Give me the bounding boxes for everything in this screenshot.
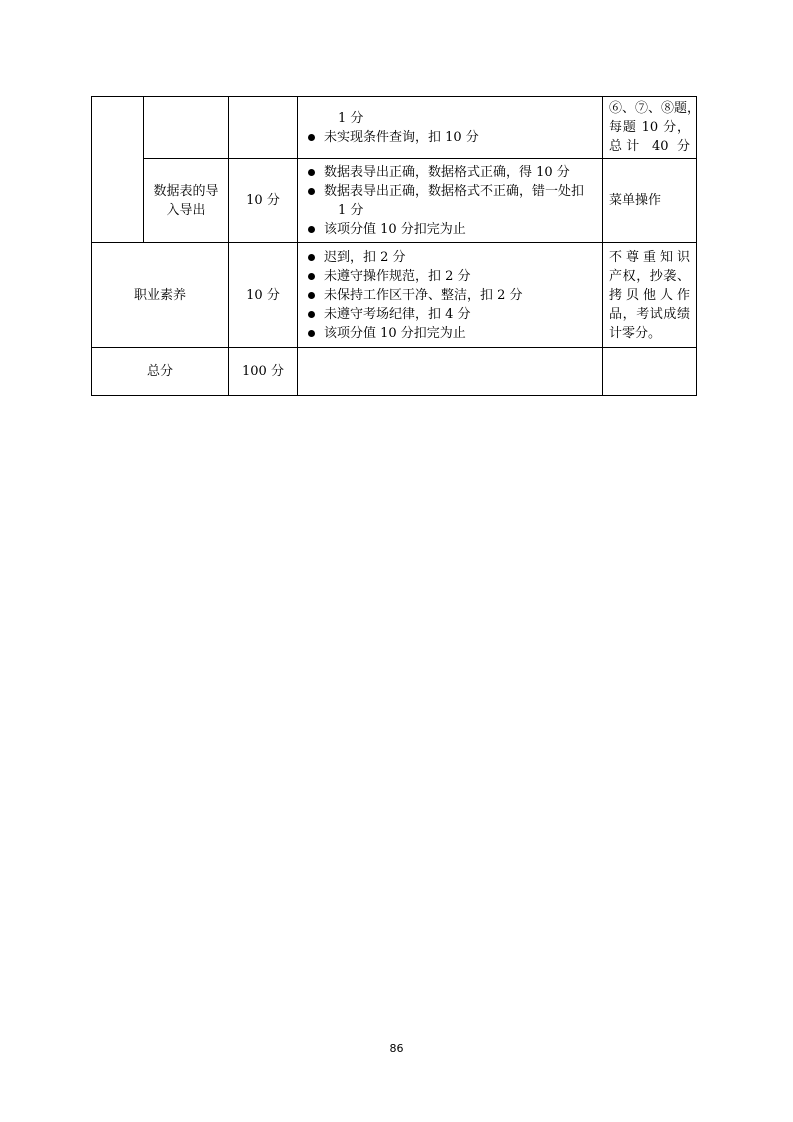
total-label-cell: 总分 [92, 348, 229, 396]
criteria-list [298, 109, 602, 147]
criteria-line: 未遵守考场纪律，扣 4 分 [304, 305, 602, 324]
criteria-line: 未遵守操作规范，扣 2 分 [304, 267, 602, 286]
note-line: ⑥、⑦、⑧题， [609, 101, 701, 116]
note-line: 总计 40 分 [609, 139, 690, 154]
item-cell [144, 159, 229, 243]
item-cell-empty [144, 97, 229, 159]
criteria-line: 该项分值 10 分扣完为止 [304, 324, 602, 343]
note-line: 产权，抄袭、 [609, 268, 690, 284]
note-line: 计零分。 [609, 325, 662, 341]
score-cell: 10 分 [229, 243, 298, 348]
note-text [603, 99, 701, 156]
note-cell-empty [603, 348, 697, 396]
note-line: 每题 10 分， [609, 120, 690, 135]
table-row [92, 348, 697, 396]
criteria-line: 该项分值 10 分扣完为止 [304, 220, 602, 239]
criteria-line: 未实现条件查询，扣 10 分 [304, 128, 602, 147]
criteria-cell-empty [298, 348, 603, 396]
criteria-line: 1 分 [338, 110, 364, 126]
item-label: 数据表的导入导出 [153, 183, 219, 218]
criteria-line: 未保持工作区干净、整洁，扣 2 分 [304, 286, 602, 305]
note-text: 菜单操作 [609, 193, 662, 208]
criteria-line: 1 分 [338, 202, 364, 218]
note-cell [603, 159, 697, 243]
table-row [92, 159, 697, 243]
grading-table [91, 96, 701, 396]
criteria-cell [298, 243, 603, 348]
note-line: 拷贝他人作 [609, 287, 690, 303]
note-line: 品，考试成绩 [609, 306, 690, 322]
score-cell-empty [229, 97, 298, 159]
note-cell [603, 97, 701, 159]
criteria-list [298, 248, 602, 343]
table-row [92, 97, 697, 159]
criteria-line: 迟到，扣 2 分 [304, 248, 602, 267]
note-cell [603, 243, 697, 348]
score-cell: 10 分 [229, 159, 298, 243]
table-row [92, 243, 697, 348]
category-cell: 职业素养 [92, 243, 229, 348]
page-number: 86 [389, 1042, 404, 1055]
note-text [603, 248, 696, 343]
note-line: 不尊重知识 [609, 249, 690, 265]
total-score-cell: 100 分 [229, 348, 298, 396]
criteria-cell [298, 97, 603, 159]
criteria-line: 数据表导出正确，数据格式正确，得 10 分 [304, 163, 602, 182]
category-cell-continued [92, 97, 144, 243]
criteria-cell [298, 159, 603, 243]
criteria-list [298, 163, 602, 239]
criteria-line: 数据表导出正确，数据格式不正确，错一处扣 [304, 182, 602, 201]
